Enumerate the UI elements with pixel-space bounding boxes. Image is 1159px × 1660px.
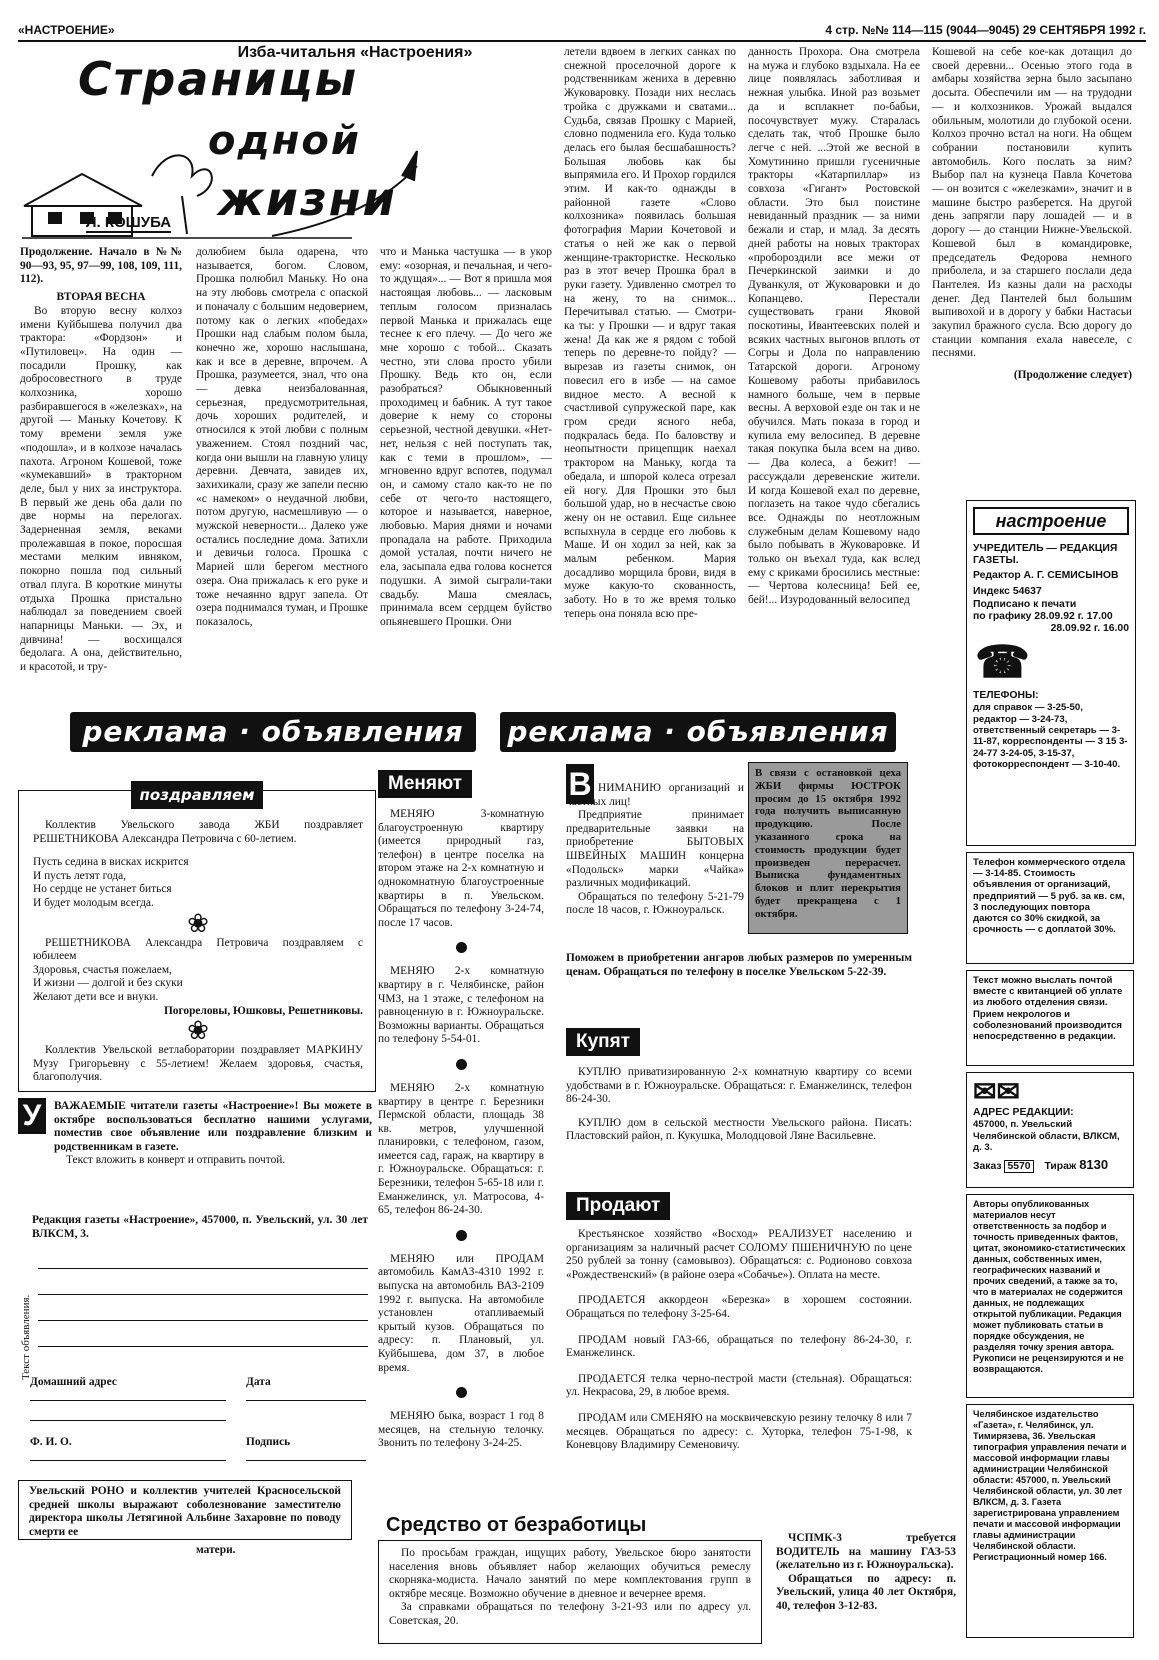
- unemployment-box: [378, 1540, 762, 1644]
- attention-body: Предприятие принимает предварительные заявки на приобретение БЫТОВЫХ ШВЕЙНЫХ МАШИН концерна «Подольск» марки «Чайка» различных модификаций.: [566, 809, 744, 890]
- form-line[interactable]: [38, 1268, 368, 1269]
- exchange-ad: МЕНЯЮ 3-комнатную благоустроенную квартиру (имеется природный газ, телефон) в центре поселка на втором этаже на 2-х комнатную и однокомнатную благоустроенные квартиры в п. Увельском. Обращаться по телефону 3-24-74, после 17 часов.: [378, 808, 544, 929]
- condolence-text: Увельский РОНО и коллектив учителей Красносельской средней школы выражают соболезнование заместителю директора школы Летягиной Альбине Захаровне по поводу смерти ее: [29, 1485, 341, 1538]
- date-label: Дата: [246, 1376, 271, 1388]
- home-address-field[interactable]: [30, 1400, 226, 1401]
- buy-ad: КУПЛЮ приватизированную 2-х комнатную квартиру со всеми удобствами в г. Южноуральске. Обращаться: г. Еманжелинск, телефон 86-24-30.: [566, 1066, 912, 1106]
- greeting-text: РЕШЕТНИКОВА Александра Петровича поздравляем с юбилеем: [33, 936, 363, 963]
- sell-ad: ПРОДАЕТСЯ аккордеон «Березка» в хорошем состоянии. Обращаться по телефону 3-25-64.: [566, 1294, 912, 1320]
- verse-line: Здоровья, счастья пожелаем,: [33, 963, 172, 976]
- tirazh-value: 8130: [1079, 1157, 1109, 1173]
- hangars-ad: Поможем в приобретении ангаров любых размеров по умеренным ценам. Обращаться по телефону в поселке Увельском 5-22-39.: [566, 952, 912, 978]
- driver-contact: Обращаться по адресу: п. Увельский, улица 40 лет Октября, 40, телефон 3-12-83.: [776, 1572, 956, 1612]
- newspaper-name: «НАСТРОЕНИЕ»: [18, 23, 115, 37]
- title-line-1: Страницы: [78, 52, 359, 106]
- notice-instruction: Текст вложить в конверт и отправить почтой.: [66, 1154, 286, 1167]
- send-text-box: Текст можно выслать почтой вместе с квитанцией об уплате из любого отделения связи. Прием некрологов и соболезнований производится непосредственно в редакции.: [966, 970, 1134, 1066]
- form-address: Редакция газеты «Настроение», 457000, п. Увельский, ул. 30 лет ВЛКСМ, 3.: [32, 1214, 368, 1240]
- condolence-box: [18, 1480, 352, 1540]
- article-text: Во вторую весну колхоз имени Куйбышева получил два трактора: «Фордзон» и «Путиловец». На один — посадили Прошку, как добросовестного в труде колхозника, хорошо разбиравшегося в «железках», на другой — Маньку Кочетову. К тому времени земля уже «подошла», и в колхозе началась пахота. Агроном Кошевой, тоже «кумекавший» в тракторном деле, был у них за инструктора. В первый же день оба дали по две нормы на перелогах. Задерненная земля, веками пролежавшая в покое, поросшая местами мелким ивняком, покорно пошла под сильный отвал плуга. В короткие минуты отдыха Прошка пристально наблюдал за поведением своей напарницы Маньки. — Эх, и дивчина! — восхищался бедолага. А она, действительно, и красотой, и тру-: [20, 304, 182, 674]
- telephone-icon: ☎: [975, 637, 1030, 687]
- rubric: Изба-читальня «Настроения»: [237, 44, 473, 61]
- title-line-2: одной: [208, 118, 361, 164]
- attention-ad: [566, 782, 744, 918]
- sell-ad: ПРОДАЕТСЯ телка черно-пестрой масти (стельная). Обращаться: ул. Некрасова, 29, в любое время.: [566, 1372, 912, 1399]
- unemployment-text: По просьбам граждан, ищущих работу, Увельское бюро занятости населения вновь объявляет набор желающих обучиться ремеслу скорняка-модиста. Начало занятий по мере комплектования групп в октябре месяце. Возможно обучение в дневное и вечернее время.: [389, 1547, 751, 1600]
- article-text: долюбием была одарена, что называется, богом. Словом, Прошка полюбил Маньку. Но она на эту любовь смотрела с опаской и поначалу с большим недоверием, потому как о легких «победах» Прошки над слабым полом была, конечно же, хорошо наслышана, как и все в деревне, впрочем. А Прошка, разумеется, знал, что она — девка неизбалованная, серьезная, предусмотрительная, дочь хороших родителей, и относился к этой любви с полным уважением. Стоял поздний час, когда они вышли на главную улицу деревни. Девчата, завидев их, захихикали, сразу же запели песню «с намеком» о неудачной любви, потом другую, насмешливую — о мужской неверности... Далеко уже остались последние дома. Затихли и девичьи голоса. Прошка с Марией шли берегом местного озера. Она прижалась к его руке и тоже нечаянно вдруг запела. От озера поднимался туман, и Прошке показалось,: [196, 246, 368, 628]
- notice-initial: У: [18, 1098, 46, 1134]
- fio-field[interactable]: [30, 1460, 226, 1461]
- sell-ad: Крестьянское хозяйство «Восход» РЕАЛИЗУЕТ населению и организациям за наличный расчет СОЛОМУ ПШЕНИЧНУЮ по цене 250 рублей за тонну (самовывоз). Обращаться: с. Родионово совхоза «Рождественский» (в районе озера «Собачье»). Оплата на месте.: [566, 1228, 912, 1281]
- issue-info: 4 стр. №№ 114—115 (9044—9045) 29 СЕНТЯБРЯ 1992 г.: [825, 23, 1146, 37]
- signature-field[interactable]: [246, 1460, 366, 1461]
- form-line[interactable]: [38, 1320, 368, 1321]
- phones-title: ТЕЛЕФОНЫ:: [973, 689, 1039, 701]
- verse-line: И жизни — долгой и без скуки: [33, 977, 183, 990]
- verse-1: [33, 856, 363, 910]
- exchange-ad: МЕНЯЮ 2-х комнатную квартиру в г. Челябинске, район ЧМЗ, на 1 этаже, с телефоном на равноценную в г. Южноуральске. Возможны варианты. Обращаться по телефону 5-54-01.: [378, 965, 544, 1046]
- separator-dot: [456, 1059, 467, 1070]
- verse-2: [33, 964, 363, 1005]
- separator-dot: [456, 1387, 467, 1398]
- separator-dot: [456, 942, 467, 953]
- exchange-ad: МЕНЯЮ 2-х комнатную квартиру в центре г. Березники Пермской области, площадь 38 кв. метров, улучшенной планировки, с телефоном, газом, имеется сад, гараж, на квартиру в г. Южноуральске. Обращаться: г. Березники, телефон 5-65-18 или г. Еманжелинск, ул. Матросова, 4-65, телефон 86-24-30.: [378, 1081, 544, 1217]
- greetings-box: [18, 786, 376, 1092]
- signed-label: Подписано к печати: [973, 598, 1077, 610]
- article-column-6: [932, 46, 1132, 456]
- commercial-box: Телефон коммерческого отдела — 3-14-85. Стоимость объявления от организаций, предприятий — 5 руб. за кв. см, 3 последующих повтора даются со 30% скидкой, за срочность — с доплатой 30%.: [966, 852, 1134, 964]
- article-column-1: [20, 246, 182, 674]
- signature-label: Подпись: [246, 1436, 291, 1448]
- sell-ad: ПРОДАМ новый ГАЗ-66, обращаться по телефону 86-24-30, г. Еманжелинск.: [566, 1333, 912, 1360]
- exchange-header: Меняют: [378, 770, 472, 798]
- article-text: данность Прохора. Она смотрела на мужа и глубоко вздыхала. На ее лице появлялась заботливая и нежная улыбка. Иной раз возьмет да и всплакнет по-бабьи, посочувствует мужу. Старалась сделать так, чтоб Прошке было легче с ней. ...Этой же весной в Хомутинино пришли гусеничные тракторы «Катарпиллар» из совхоза «Гигант» Ростовской области. Это был поистине невиданный праздник — за ними бежали и стар, и млад. За десять дней работы на новых тракторах «пробороздили все межи от Печеркинской заимки и до Дуванкуля, от Жуковаровки и до Копанцево. Перестали существовать грани Яковой поскотины, Ивантеевских полей и всяких частных выгонов вплоть от Согры и Дола по направлению Татарской дороги. Агроному Кошевому работы прибавилось намного больше, чем в первые весны. А верховой езде он так и не обучился. Мать показа в город и купила ему велосипед. В деревне такая покупка была всем на диво. — Два колеса, а бежит! — рассуждали деревенские жители. И когда Кошевой ехал по деревне, поглазеть на такое чудо сбегались все. Однажды по неотложным служебным делам Кошевому надо было побывать в Жуковаровке. И только он въехал туда, как вслед ему с криками бросились местные: — Чертова колесница! Бей ее, бей!... Изуродованный велосипед: [748, 46, 920, 607]
- article-text: что и Манька частушка — в укор ему: «озорная, и печальная, и чего-то ждущая»... — Вот я пришла моя настоящая любовь... — ласковым теплым голосом призналась первой Манька и прижалась еще теснее к его плечу. — До чего же мне хорошо с тобой... Сказать честно, эти слова просто убили Прошку. Ведь кто он, если разобраться? Обыкновенный проходимец и бабник. А тут такое доверие к нему со стороны серьезной, честной девушки. «Нет-нет, нельзя с ней поступать так, как с теми в прошлом», — мгновенно вдруг вспотев, подумал он, и самому стало как-то не по себе от чего-то настоящего, которое и называется, наверное, любовью. Мария днями и ночами пропадала на работе. Приходила домой усталая, почти ничего не ела, засыпала едва голова коснется подушки. А зимой сыграли-таки свадьбу. Маша смеялась, принимала всем сердцем буйство опьяневшего Прошки. Они: [380, 246, 552, 628]
- continue-note: (Продолжение следует): [1013, 369, 1132, 382]
- sell-ads: [566, 1228, 912, 1453]
- form-side-label: Текст объявления.: [20, 1294, 32, 1380]
- signed-fact: 28.09.92 г. 16.00: [1050, 623, 1129, 635]
- form-line[interactable]: [38, 1346, 368, 1347]
- notice-text: [54, 1100, 372, 1168]
- gray-notice-box: В связи с остановкой цеха ЖБИ фирмы ЮСТРОК просим до 15 октября 1992 года получить выписанную продукцию. После указанного срока на стоимость продукции будет произведен перерасчет. Выписка фундаментных блоков и плит перекрытия будет прекращена с 1 октября.: [748, 762, 908, 934]
- form-line[interactable]: [38, 1294, 368, 1295]
- article-column-5: [748, 46, 920, 656]
- sell-header: Продают: [566, 1192, 670, 1220]
- readers-notice: [18, 1098, 374, 1167]
- article-column-4: [564, 46, 736, 656]
- phones-list: для справок — 3-25-50, редактор — 3-24-73, ответственный секретарь — 3-11-87, корреспонденты — 3 15 3-24-77 3-24-05, 3-15-37, фотокорреспондент — 3-10-40.: [973, 702, 1128, 771]
- order-label: Заказ: [973, 1161, 1002, 1173]
- buy-ads: [566, 1066, 912, 1144]
- flower-icon: ❀: [187, 1016, 209, 1046]
- address-text: 457000, п. Увельский Челябинской области, ВЛКСМ, д. 3.: [973, 1119, 1120, 1153]
- ads-banner-left: реклама · объявления: [70, 712, 476, 752]
- unemployment-title: Средство от безработицы: [386, 1514, 647, 1536]
- unemployment-contact: За справками обращаться по телефону 3-21-93 или по адресу ул. Советская, 20.: [389, 1601, 751, 1627]
- address-title: АДРЕС РЕДАКЦИИ:: [973, 1107, 1074, 1118]
- tirazh-label: Тираж: [1044, 1161, 1077, 1173]
- verse-line: Желают дети все и внуки.: [33, 990, 159, 1003]
- index: Индекс 54637: [973, 586, 1042, 598]
- address-box: [966, 1072, 1134, 1188]
- exchange-ad: МЕНЯЮ или ПРОДАМ автомобиль КамАЗ-4310 1992 г. выпуска на автомобиль ВАЗ-2109 1992 г. выпуска. На автомобиле установлен отапливаемый крытый кузов. Обращаться по адресу: п. Плановый, ул. Куйбышева, дом 37, в любое время.: [378, 1252, 544, 1374]
- attention-initial: В: [566, 764, 594, 804]
- notice-body: ВАЖАЕМЫЕ читатели газеты «Настроение»! Вы можете в октябре воспользоваться бесплатно нашими услугами, поместив свое объявление или поздравление близким и родственникам в газете.: [54, 1100, 372, 1153]
- greeting-signature: Погореловы, Юшковы, Решетниковы.: [163, 1004, 363, 1017]
- exchange-ad: МЕНЯЮ быка, возраст 1 год 8 месяцев, на стельную телочку. Звонить по телефону 3-24-25.: [378, 1410, 544, 1450]
- sell-ad: ПРОДАМ или СМЕНЯЮ на москвичевскую резину телочку 8 или 7 месяцев. Обращаться по адресу: с. Хуторка, телефон 75-1-98, к Коневцову Владимиру Семеновичу.: [566, 1411, 912, 1452]
- verse-line: Пусть седина в висках искрится: [33, 856, 189, 869]
- title-line-3: жизни: [218, 172, 397, 226]
- flower-icon: ❀: [187, 908, 209, 938]
- verse-line: Но сердце не устанет биться: [33, 883, 172, 896]
- authors-note-box: Авторы опубликованных материалов несут ответственность за подбор и точность приведенных фактов, цитат, экономико-статистических данных, собственных имен, географических названий и прочих сведений, а также за то, что в материалах не содержится данных, не подлежащих открытой публикации. Редакция может публиковать статьи в порядке обсуждения, не разделяя точку зрения автора. Рукописи не рецензируются и не возвращаются.: [966, 1194, 1134, 1398]
- article-text: Кошевой на себе кое-как дотащил до своей деревни... Осенью этого года в амбары хозяйства зерна было засыпано досыта. Обеспечили им — на трудодни — и колхозников. Урожай выдался обильным, молотили до глубокой осени. Колхоз прочно встал на ноги. На общем собрании постановили купить автомобиль. Кого послать за ним? Выбор пал на кузнеца Павла Кочетова — он возится с «железками», значит и в машине быстро разберется. На другой день запрягли пару лошадей — и в дорогу — до станции Нижне-Увельской. Кошевой был в командировке, председатель Федорова немного приболела, и за старшего послали деда Пантелея. Из казны дали на расходы денег. Дед Пантелей был большим выпивохой и в дорогу у бабки Настасьи закупил бражного сусла. Всю дорогу до станции компания ехала навеселе, с песнями.: [932, 46, 1132, 360]
- greeting-text: Коллектив Увельского завода ЖБИ поздравляет РЕШЕТНИКОВА Александра Петровича с 60-летием.: [33, 819, 363, 845]
- founder: УЧРЕДИТЕЛЬ — РЕДАКЦИЯ ГАЗЕТЫ.: [973, 543, 1118, 567]
- date-field[interactable]: [246, 1400, 366, 1401]
- greetings-title: поздравляем: [131, 781, 263, 809]
- envelope-icon: ✉✉: [973, 1076, 1020, 1107]
- condolence-end: матери.: [196, 1544, 236, 1556]
- buy-header: Купят: [566, 1028, 640, 1056]
- author: Л. КОШУБА: [86, 214, 172, 231]
- exchange-ads: [378, 808, 544, 1451]
- publisher-box: Челябинское издательство «Газета», г. Челябинск, ул. Тимирязева, 36. Увельская типография управления печати и массовой информации главы администрации Челябинской области: 457000, п. Увельский Челябинской области, ул. 30 лет ВЛКСМ, д. 3. Газета зарегистрирована управлением печати и массовой информации главы администрации Челябинской области. Регистрационный номер 166.: [966, 1404, 1134, 1638]
- separator-dot: [456, 1230, 467, 1241]
- driver-text: ЧСПМК-3 требуется ВОДИТЕЛЬ на машину ГАЗ-53 (желательно из г. Южноуральска).: [776, 1532, 956, 1572]
- article-intro: Продолжение. Начало в №№ 90—93, 95, 97—99, 108, 109, 111, 112).: [20, 246, 182, 286]
- attention-heading: НИМАНИЮ организаций и частных лиц!: [566, 782, 744, 808]
- article-column-2: [196, 246, 368, 656]
- editor: Редактор А. Г. СЕМИСЫНОВ: [973, 569, 1119, 581]
- home-address-field[interactable]: [30, 1420, 226, 1421]
- fio-label: Ф. И. О.: [30, 1436, 72, 1448]
- verse-line: И будет молодым всегда.: [33, 896, 154, 909]
- home-address-label: Домашний адрес: [30, 1376, 117, 1388]
- article-text: летели вдвоем в легких санках по снежной проселочной дороге к родственникам жениха в деревню Жуковаровку. Позади них неслась тройка с дружками и сватами... Судьба, связав Прошку с Марией, словно подменила его. Куда только делась его былая бесшабашность? Большая любовь как бы выпрямила его. И Прохор гордился этим. И как-то однажды в районной газете «Слово колхозника» появилась большая фотография Марии Кочетовой и статья о ней же как о первой женщине-трактористке. Несколько раз в этот вечер Прошка брал в руки газету. Удивленно смотрел то на жену, то на снимок... Перечитывал статью. — Смотри-ка ты: у Прошки — и вдруг такая жена! Да как же я рядом с тобой теперь по деревне-то пойду? — вырезав из газеты снимок, он повесил его в избе — на самое видное место. А весной к счастливой супружеской паре, как гром среди ясного неба, подкралась беда. По баловству и неопытности прицепщик наехал трактором на Маньку, когда та обедала, и шпорой колеса отрезал ей ногу. Для Прошки это был большой удар, но в несчастье свою жену он не оставил. Еще сильнее вспыхнула в сердце его любовь к Маше. И он ходил за ней, как за малым ребенком. Мария досадливо морщила брови, видя в муже какую-то скованность, заботу. Но в то же время только теперь она поняла всю пре-: [564, 46, 736, 620]
- attention-contact: Обращаться по телефону 5-21-79 после 18 часов, г. Южноуральск.: [566, 890, 744, 917]
- signed-schedule: по графику 28.09.92 г. 17.00: [973, 611, 1113, 623]
- article-column-3: [380, 246, 552, 656]
- order-value: 5570: [1004, 1160, 1033, 1173]
- page-header: [18, 22, 1146, 42]
- masthead-box: [966, 500, 1136, 846]
- driver-ad: [776, 1532, 956, 1614]
- buy-ad: КУПЛЮ дом в сельской местности Увельского района. Писать: Пластовский район, п. Кукушка, Молодцовой Ляне Васильевне.: [566, 1116, 912, 1143]
- masthead-logo: настроение: [973, 507, 1129, 535]
- greeting-text: Коллектив Увельской ветлаборатории поздравляет МАРКИНУ Музу Григорьевну с 55-летием! Желаем здоровья, счастья, благополучия.: [33, 1044, 363, 1084]
- section-title: ВТОРАЯ ВЕСНА: [56, 291, 146, 304]
- verse-line: И пусть летят года,: [33, 869, 127, 882]
- greeting-1: [33, 819, 363, 1085]
- ads-banner-right: реклама · объявления: [500, 712, 896, 752]
